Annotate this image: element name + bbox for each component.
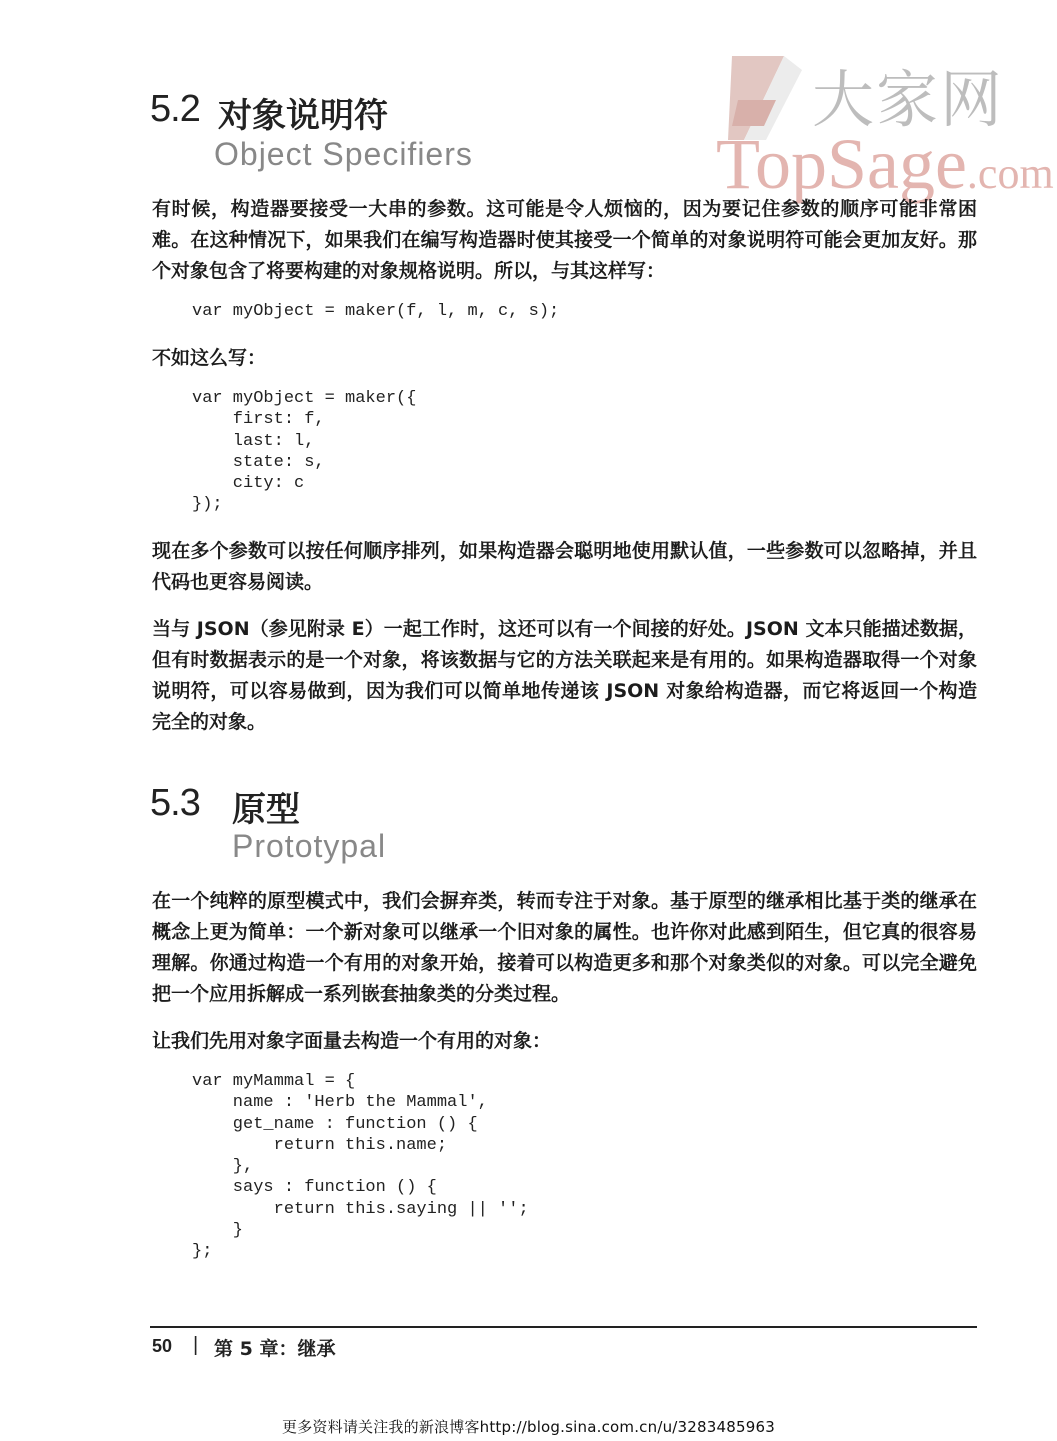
- section-5-2-number: 5.2: [150, 88, 200, 130]
- blog-note: 更多资料请关注我的新浪博客http://blog.sina.com.cn/u/3283485963: [282, 1418, 775, 1436]
- watermark-brand: [716, 124, 1054, 204]
- section-5-3-number: 5.3: [150, 782, 200, 824]
- section-5-3-subtitle: Prototypal: [232, 828, 387, 864]
- chapter-title: 第 5 章：继承: [214, 1338, 336, 1360]
- section-5-2-paragraph-3: 现在多个参数可以按任何顺序排列，如果构造器会聪明地使用默认值，一些参数可以忽略掉，并且代码也更容易阅读。: [152, 540, 977, 593]
- section-5-3-paragraph-1: 在一个纯粹的原型模式中，我们会摒弃类，转而专注于对象。基于原型的继承相比基于类的继承在概念上更为简单：一个新对象可以继承一个旧对象的属性。也许你对此感到陌生，但它真的很容易理解。你通过构造一个有用的对象开始，接着可以构造更多和那个对象类似的对象。可以完全避免把一个应用拆解成一系列嵌套抽象类的分类过程。: [152, 890, 977, 1005]
- section-5-2-code-2: var myObject = maker({ first: f, last: l, state: s, city: c });: [192, 389, 417, 515]
- section-5-2-title: 对象说明符: [218, 96, 388, 136]
- footer-rule: [150, 1326, 977, 1328]
- section-5-2-subtitle: Object Specifiers: [214, 136, 473, 172]
- section-5-3-code-1: var myMammal = { name : 'Herb the Mammal', get_name : function () { return this.name; }, says : function () { return this.saying || ''; } };: [192, 1072, 529, 1262]
- watermark-logo: [714, 48, 1054, 204]
- footer-separator: |: [193, 1334, 199, 1356]
- page-number: 50: [152, 1336, 173, 1356]
- section-5-3-title: 原型: [232, 790, 300, 830]
- section-5-3-paragraph-2: 让我们先用对象字面量去构造一个有用的对象：: [152, 1030, 552, 1052]
- section-5-2-paragraph-4: 当与 JSON（参见附录 E）一起工作时，这还可以有一个间接的好处。JSON 文本只能描述数据，但有时数据表示的是一个对象，将该数据与它的方法关联起来是有用的。如果构造器取得一个对象说明符，可以容易做到，因为我们可以简单地传递该 JSON 对象给构造器，而它将返回一个构造完全的对象。: [152, 618, 977, 733]
- watermark-brand-suffix: .com: [966, 149, 1054, 198]
- section-5-2-code-1: var myObject = maker(f, l, m, c, s);: [192, 302, 560, 321]
- section-5-2-paragraph-1: 有时候，构造器要接受一大串的参数。这可能是令人烦恼的，因为要记住参数的顺序可能非常困难。在这种情况下，如果我们在编写构造器时使其接受一个简单的对象说明符可能会更加友好。那个对象包含了将要构建的对象规格说明。所以，与其这样写：: [152, 198, 977, 282]
- watermark-brand-text: TopSage: [716, 124, 967, 204]
- watermark-cn-text: 大家网: [812, 63, 1005, 136]
- section-5-2-paragraph-2: 不如这么写：: [152, 347, 267, 369]
